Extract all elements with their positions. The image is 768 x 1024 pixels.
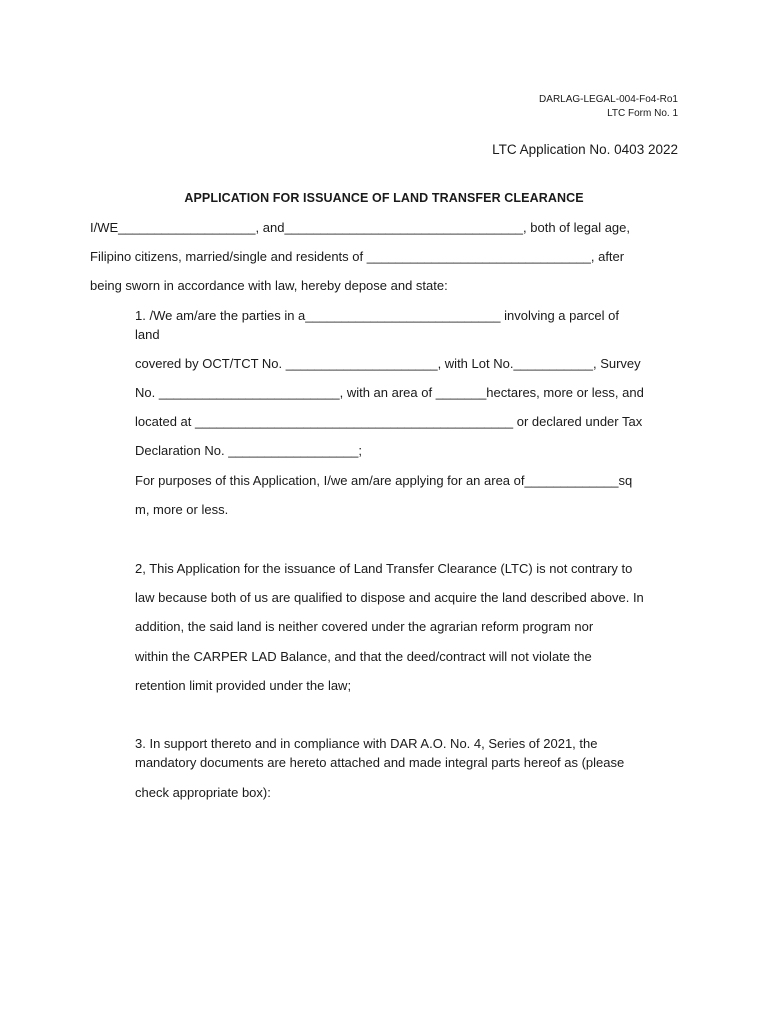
paragraph3-line: mandatory documents are hereto attached and made integral parts hereof as (please — [135, 755, 625, 770]
paragraph2-line: addition, the said land is neither covered under the agrarian reform program nor — [135, 619, 594, 634]
paragraph1-line: No. _________________________, with an area of _______hectares, more or less, and — [135, 385, 644, 400]
intro-line: being sworn in accordance with law, hereby depose and state: — [90, 278, 448, 293]
intro-line: I/WE___________________, and_________________________________, both of legal age, — [90, 220, 631, 235]
paragraph3-line: check appropriate box): — [135, 785, 271, 800]
intro-line: Filipino citizens, married/single and residents of _______________________________, after — [90, 249, 625, 264]
paragraph1-line: land — [135, 327, 160, 342]
form-number: LTC Form No. 1 — [607, 108, 678, 119]
paragraph2-line: retention limit provided under the law; — [135, 678, 352, 693]
form-code: DARLAG-LEGAL-004-Fo4-Ro1 — [539, 94, 678, 105]
document-title: APPLICATION FOR ISSUANCE OF LAND TRANSFER CLEARANCE — [184, 191, 584, 205]
paragraph2-line: law because both of us are qualified to dispose and acquire the land described above. In — [135, 590, 644, 605]
paragraph1-line: located at ____________________________________________ or declared under Tax — [135, 414, 643, 429]
paragraph1-line: For purposes of this Application, I/we am/are applying for an area of_____________sq — [135, 473, 633, 488]
paragraph1-line: m, more or less. — [135, 502, 229, 517]
paragraph2-line: 2, This Application for the issuance of Land Transfer Clearance (LTC) is not contrary to — [135, 561, 633, 576]
paragraph3-line: 3. In support thereto and in compliance with DAR A.O. No. 4, Series of 2021, the — [135, 736, 598, 751]
application-number: LTC Application No. 0403 2022 — [492, 142, 678, 157]
paragraph2-line: within the CARPER LAD Balance, and that the deed/contract will not violate the — [135, 649, 592, 664]
paragraph1-line: Declaration No. __________________; — [135, 443, 362, 458]
paragraph1-line: covered by OCT/TCT No. _____________________, with Lot No.___________, Survey — [135, 356, 641, 371]
paragraph1-line: 1. /We am/are the parties in a___________________________ involving a parcel of — [135, 308, 620, 323]
